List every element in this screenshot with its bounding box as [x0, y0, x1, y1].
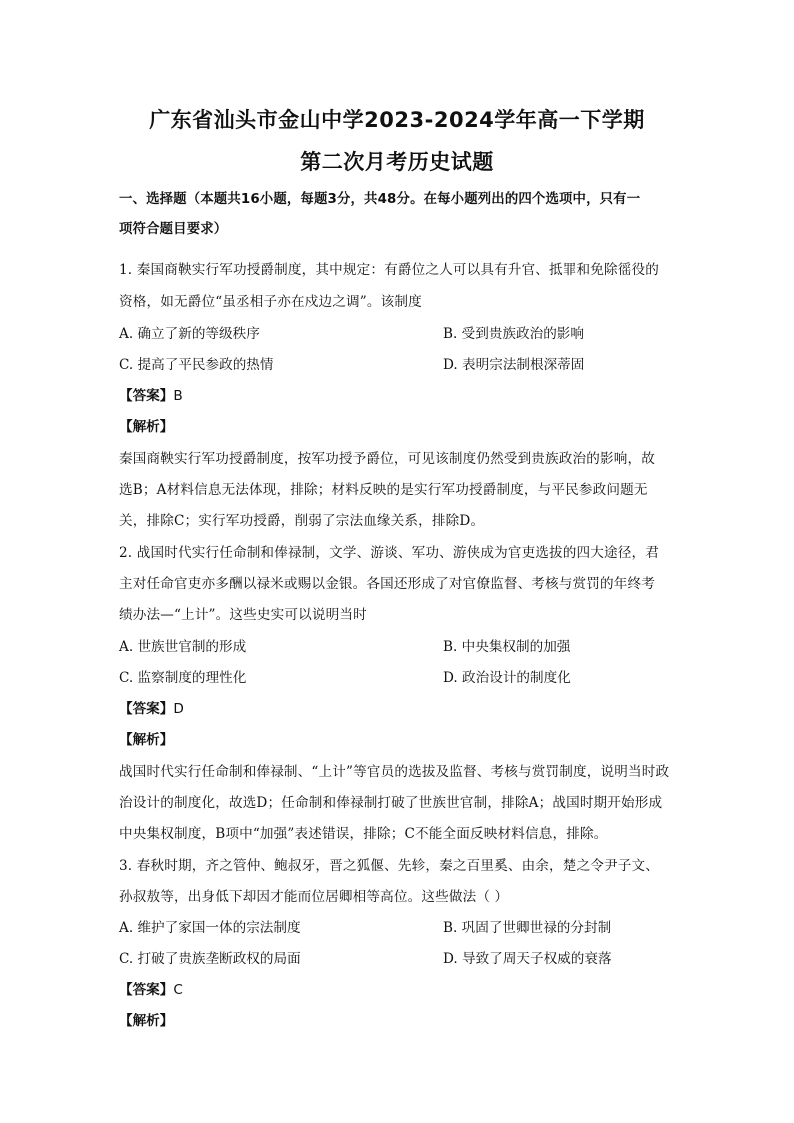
q1-answer-value: B — [173, 388, 183, 404]
answer-tag: 【答案】 — [119, 388, 174, 404]
q3-option-c: C. 打破了贵族垄断政权的局面 — [119, 951, 301, 967]
doc-title-line1: 广东省汕头市金山中学2023-2024学年高一下学期 — [149, 108, 645, 132]
q1-stem-line1: 1. 秦国商鞅实行军功授爵制度，其中规定：有爵位之人可以具有升官、抵罪和免除徭役的 — [119, 262, 660, 278]
q3-analysis-tag: 【解析】 — [119, 1013, 174, 1029]
q3-option-a: A. 维护了家国一体的宗法制度 — [119, 920, 301, 936]
q2-answer — [119, 697, 184, 717]
answer-tag: 【答案】 — [119, 701, 174, 717]
q1-option-d: D. 表明宗法制根深蒂固 — [443, 357, 585, 373]
q3-stem-line2: 孙叔敖等，出身低下却因才能而位居卿相等高位。这些做法（ ） — [119, 889, 509, 905]
q1-analysis-tag: 【解析】 — [119, 419, 174, 435]
q1-analysis-line2: 选B；A材料信息无法体现，排除；材料反映的是实行军功授爵制度，与平民参政问题无 — [119, 482, 648, 498]
answer-tag: 【答案】 — [119, 982, 174, 998]
q1-answer — [119, 384, 183, 404]
doc-title-line2: 第二次月考历史试题 — [300, 150, 494, 174]
q2-analysis-line1: 战国时代实行任命制和俸禄制、“上计”等官员的选拔及监督、考核与赏罚制度，说明当时政 — [119, 764, 670, 780]
q2-stem-line2: 主对任命官吏亦多酬以禄米或赐以金银。各国还形成了对官僚监督、考核与赏罚的年终考 — [119, 576, 656, 592]
q2-option-b: B. 中央集权制的加强 — [443, 639, 571, 655]
q3-option-b: B. 巩固了世卿世禄的分封制 — [443, 920, 612, 936]
q3-answer — [119, 978, 183, 998]
q2-option-c: C. 监察制度的理性化 — [119, 670, 247, 686]
q3-option-d: D. 导致了周天子权威的衰落 — [443, 951, 612, 967]
q2-stem-line3: 绩办法—“上计”。这些史实可以说明当时 — [119, 607, 367, 623]
q1-option-a: A. 确立了新的等级秩序 — [119, 326, 260, 342]
q2-analysis-line3: 中央集权制度，B项中“加强”表述错误，排除；C不能全面反映材料信息，排除。 — [119, 826, 608, 842]
q2-option-d: D. 政治设计的制度化 — [443, 670, 571, 686]
q2-stem-line1: 2. 战国时代实行任命制和俸禄制，文学、游谈、军功、游侠成为官吏选拔的四大途径，君 — [119, 545, 660, 561]
q1-option-b: B. 受到贵族政治的影响 — [443, 326, 584, 342]
q1-stem-line2: 资格，如无爵位“虽丞相子亦在戍边之调”。该制度 — [119, 294, 422, 310]
q1-analysis-line1: 秦国商鞅实行军功授爵制度，按军功授予爵位，可见该制度仍然受到贵族政治的影响，故 — [119, 451, 656, 467]
q2-option-a: A. 世族世官制的形成 — [119, 639, 247, 655]
q1-option-c: C. 提高了平民参政的热情 — [119, 357, 274, 373]
section-heading-line1: 一、选择题（本题共16小题，每题3分，共48分。在每小题列出的四个选项中，只有一 — [119, 192, 641, 207]
q1-analysis-line3: 关，排除C；实行军功授爵，削弱了宗法血缘关系，排除D。 — [119, 513, 485, 529]
section-heading-line2: 项符合题目要求） — [119, 222, 228, 237]
q3-answer-value: C — [173, 982, 183, 998]
q2-analysis-line2: 治设计的制度化，故选D；任命制和俸禄制打破了世族世官制，排除A；战国时期开始形成 — [119, 795, 663, 811]
q2-analysis-tag: 【解析】 — [119, 732, 174, 748]
q3-stem-line1: 3. 春秋时期，齐之管仲、鲍叔牙，晋之狐偃、先轸，秦之百里奚、由余，楚之令尹子文、 — [119, 858, 660, 874]
q2-answer-value: D — [173, 701, 184, 717]
